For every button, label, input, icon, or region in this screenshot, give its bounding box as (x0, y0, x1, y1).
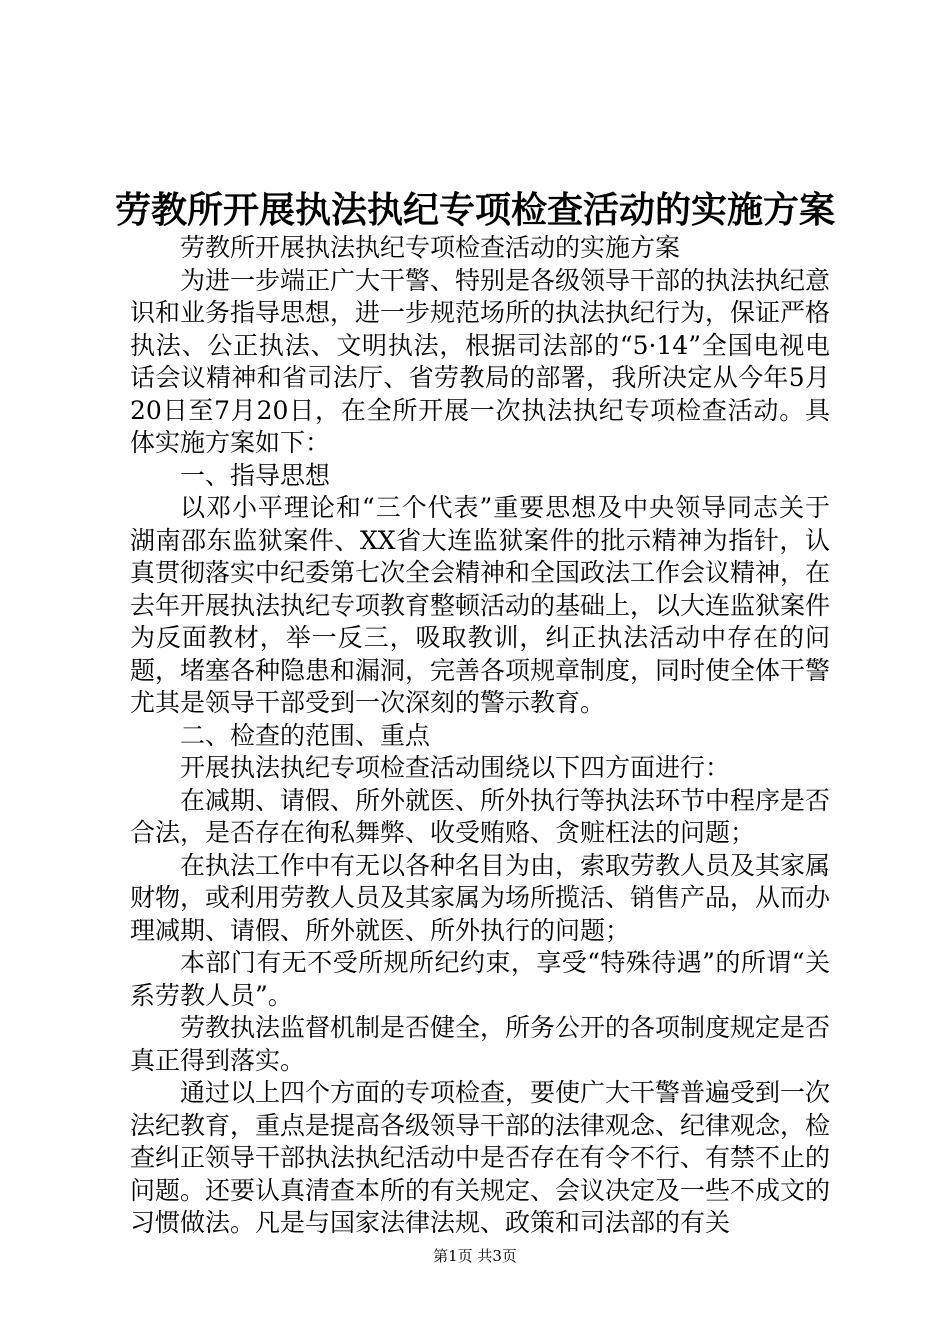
paragraph-subtitle: 劳教所开展执法执纪专项检查活动的实施方案 (180, 233, 681, 262)
paragraph-scope-item-2: 在执法工作中有无以各种名目为由，索取劳教人员及其家属财物，或利用劳教人员及其家属为场所揽活、销售产品，从而办理减期、请假、所外就医、所外执行的问题； (130, 850, 831, 945)
paragraph-guiding-ideology: 以邓小平理论和“三个代表”重要思想及中央领导同志关于湖南邵东监狱案件、XX省大连监狱案件的批示精神为指针，认真贯彻落实中纪委第七次全会精神和全国政法工作会议精神，在去年开展执法执纪专项教育整顿活动的基础上，以大连监狱案件为反面教材，举一反三，吸取教训，纠正执法活动中存在的问题，堵塞各种隐患和漏洞，完善各项规章制度，同时使全体干警尤其是领导干部受到一次深刻的警示教育。 (130, 493, 831, 717)
section-heading-scope: 二、检查的范围、重点 (180, 720, 431, 750)
paragraph-scope-item-3: 本部门有无不受所规所纪约束，享受“特殊待遇”的所谓“关系劳教人员”。 (130, 948, 830, 1010)
paragraph-scope-item-1: 在减期、请假、所外就医、所外执行等执法环节中程序是否合法，是否存在徇私舞弊、收受贿赂、贪赃枉法的问题； (130, 785, 831, 847)
section-heading-guiding-ideology: 一、指导思想 (180, 460, 331, 490)
paragraph-summary: 通过以上四个方面的专项检查，要使广大干警普遍受到一次法纪教育，重点是提高各级领导干部的法律观念、纪律观念，检查纠正领导干部执法执纪活动中是否存在有令不行、有禁不止的问题。还要认真清查本所的有关规定、会议决定及一些不成文的习惯做法。凡是与国家法律法规、政策和司法部的有关 (130, 1078, 831, 1237)
paragraph-scope-intro: 开展执法执纪专项检查活动围绕以下四方面进行： (180, 753, 731, 782)
page-footer: 第1页 共3页 (433, 1247, 517, 1265)
document-title: 劳教所开展执法执纪专项检查活动的实施方案 (114, 189, 835, 231)
paragraph-scope-item-4: 劳教执法监督机制是否健全，所务公开的各项制度规定是否真正得到落实。 (130, 1013, 831, 1075)
document-body (130, 232, 830, 1240)
paragraph-intro: 为进一步端正广大干警、特别是各级领导干部的执法执纪意识和业务指导思想，进一步规范场所的执法执纪行为，保证严格执法、公正执法、文明执法，根据司法部的“5·14”全国电视电话会议精神和省司法厅、省劳教局的部署，我所决定从今年5月20日至7月20日，在全所开展一次执法执纪专项检查活动。具体实施方案如下： (130, 265, 831, 457)
